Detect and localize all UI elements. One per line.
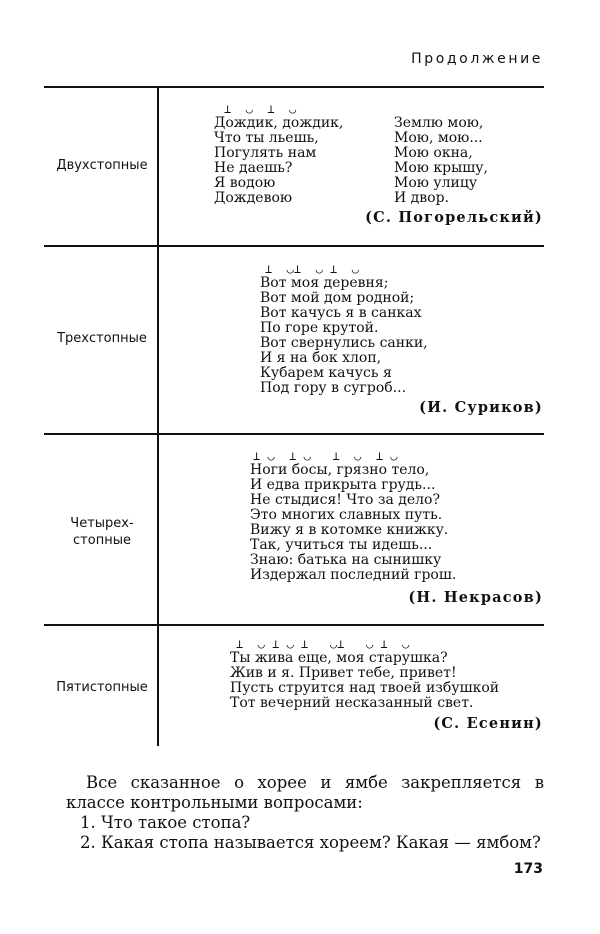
poem-line: Не даешь? [214,160,293,176]
row-label-three-foot: Трехстопные [57,331,147,346]
question-list [66,813,544,853]
poem-line: Что ты льешь, [214,130,319,146]
body-paragraph: Все сказанное о хорее и ямбе закрепляется в классе контрольными вопросами: [66,773,544,812]
poem-line: Ты жива еще, моя старушка? [230,650,448,666]
author-attribution: (С. Погорельский) [365,209,543,226]
poem-line: Тот вечерний несказанный свет. [230,695,474,711]
poem-line: Вот моя деревня; [260,275,389,291]
poem-column-right [394,116,488,206]
poem-line: И едва прикрыта грудь... [250,477,436,493]
poem-line: Вот свернулись санки, [260,335,428,351]
poem-line: Я водою [214,175,276,191]
poem-line: Мою крышу, [394,160,488,176]
poem-line: Вижу я в котомке книжку. [250,522,449,538]
poem-line: Это многих славных путь. [250,507,443,523]
poem-line: Жив и я. Привет тебе, привет! [230,665,457,681]
row-label-line: стопные [73,533,131,548]
poem-line: Мою улицу [394,175,478,191]
poem-text [260,276,428,396]
poem-line: Кубарем качусь я [260,365,392,381]
table-rule-row1 [44,245,544,247]
poem-line: Вот качусь я в санках [260,305,422,321]
poem-line: Под гору в сугроб... [260,380,407,396]
poem-line: Пусть струится над твоей избушкой [230,680,500,696]
poem-line: Знаю: батька на сынишку [250,552,442,568]
table-column-divider [157,86,159,746]
body-text [66,773,544,853]
poem-line: Ноги босы, грязно тело, [250,462,430,478]
poem-line: Мою, мою... [394,130,483,146]
poem-line: Дождевою [214,190,293,206]
poem-text [250,463,456,583]
continued-header: Продолжение [411,51,543,67]
poem-line: Издержал последний грош. [250,567,457,583]
table-rule-row2 [44,433,544,435]
row-label-two-foot: Двухстопные [56,158,148,173]
row-label-four-foot [46,515,158,549]
poem-line: Мою окна, [394,145,473,161]
poem-line: По горе крутой. [260,320,379,336]
poem-line: Не стыдися! Что за дело? [250,492,440,508]
table-rule-row3 [44,624,544,626]
question-item: 1. Что такое стопа? [80,813,251,832]
question-item: 2. Какая стопа называется хореем? Какая — ямбом? [80,833,541,852]
row-label-line: Четырех- [70,516,134,531]
poem-line: Дождик, дождик, [214,115,344,131]
author-attribution: (Н. Некрасов) [408,589,543,606]
poem-line: И двор. [394,190,450,206]
poem-line: Погулять нам [214,145,317,161]
poem-line: И я на бок хлоп, [260,350,382,366]
poem-line: Так, учиться ты идешь... [250,537,433,553]
poem-line: Землю мою, [394,115,484,131]
table-rule-top [44,86,544,88]
page-number: 173 [513,861,543,877]
meter-scheme: ⊥ ◡⊥ ◡ ⊥ ◡ [265,262,359,276]
meter-scheme: ⊥ ◡ ⊥ ◡ ⊥ ◡ ⊥ ◡ [253,449,398,463]
author-attribution: (С. Есенин) [433,715,543,732]
meter-scheme: ⊥ ◡ ⊥ ◡ ⊥ ◡⊥ ◡ ⊥ ◡ [236,637,410,651]
poem-line: Вот мой дом родной; [260,290,415,306]
meter-scheme: ⊥ ◡ ⊥ ◡ [224,102,297,116]
row-label-five-foot: Пятистопные [56,680,148,695]
poem-column-left [214,116,343,206]
author-attribution: (И. Суриков) [419,399,543,416]
poem-text [230,651,499,711]
